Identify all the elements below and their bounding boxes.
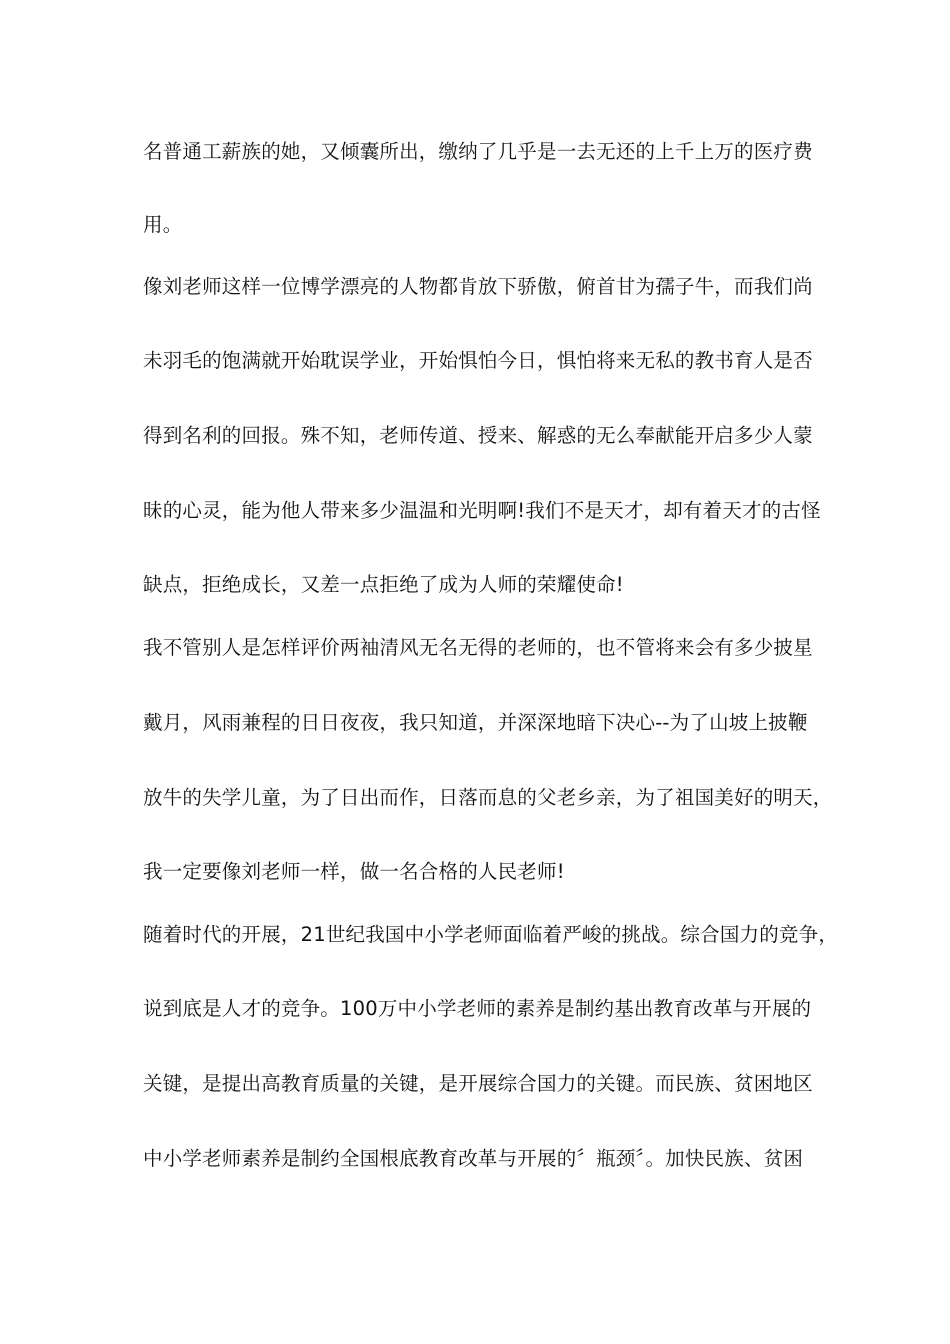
text-line: 关键，是提出高教育质量的关键，是开展综合国力的关键。而民族、贫困地区 bbox=[143, 1072, 813, 1095]
text-line: 名普通工薪族的她，又倾囊所出，缴纳了几乎是一去无还的上千上万的医疗费 bbox=[143, 140, 813, 163]
text-line: 中小学老师素养是制约全国根底教育改革与开展的〞瓶颈〞。加快民族、贫困 bbox=[143, 1147, 804, 1170]
text-line: 放牛的失学儿童，为了日出而作，日落而息的父老乡亲，为了祖国美好的明天， bbox=[143, 786, 833, 809]
text-line: 昧的心灵，能为他人带来多少温温和光明啊!我们不是天才，却有着天才的古怪 bbox=[143, 499, 821, 522]
text-line: 缺点，拒绝成长，又差一点拒绝了成为人师的荣耀使命! bbox=[143, 573, 624, 596]
text-line: 用。 bbox=[143, 213, 183, 236]
text-line: 未羽毛的饱满就开始耽误学业，开始惧怕今日，惧怕将来无私的教书育人是否 bbox=[143, 349, 813, 372]
text-line: 戴月，风雨兼程的日日夜夜，我只知道，并深深地暗下决心--为了山坡上披鞭 bbox=[143, 711, 808, 734]
text-line: 随着时代的开展，21世纪我国中小学老师面临着严峻的挑战。综合国力的竞争， bbox=[143, 923, 839, 946]
text-line: 我不管别人是怎样评价两袖清风无名无得的老师的，也不管将来会有多少披星 bbox=[143, 636, 813, 659]
text-line: 得到名利的回报。殊不知，老师传道、授来、解惑的无么奉献能开启多少人蒙 bbox=[143, 424, 813, 447]
text-line: 像刘老师这样一位博学漂亮的人物都肯放下骄傲，俯首甘为孺子牛，而我们尚 bbox=[143, 275, 813, 298]
text-line: 我一定要像刘老师一样，做一名合格的人民老师! bbox=[143, 860, 565, 883]
text-line: 说到底是人才的竞争。100万中小学老师的素养是制约基出教育改革与开展的 bbox=[143, 997, 812, 1020]
